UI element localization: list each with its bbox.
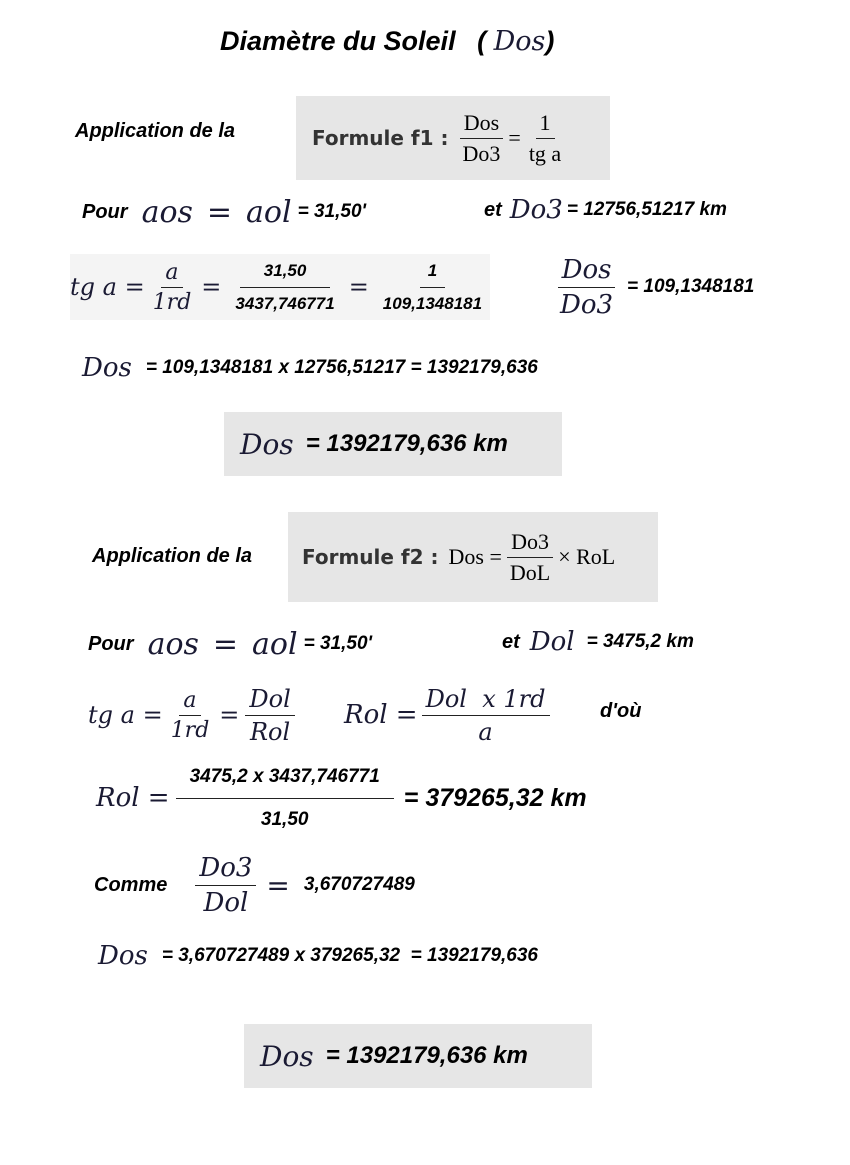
tg-label-2: tg a = bbox=[88, 701, 163, 729]
tg3-den: 109,1348181 bbox=[382, 293, 483, 313]
dos-symbol-2: Dos bbox=[98, 941, 148, 971]
rol-frac-den: a bbox=[478, 717, 493, 746]
dos-calc-line-2 bbox=[98, 936, 538, 976]
comme-value: 3,670727489 bbox=[303, 874, 415, 895]
formula-f1-label: Formule f1 : bbox=[312, 126, 449, 150]
rol-calc-line bbox=[96, 762, 587, 834]
tg1-eq1: = bbox=[201, 273, 222, 301]
comme-frac bbox=[195, 853, 256, 918]
eq-symbol-2: = bbox=[212, 626, 239, 662]
tg2-den: 3437,746771 bbox=[235, 293, 335, 313]
et-label-2: et bbox=[502, 630, 520, 653]
title-text: Diamètre du Soleil bbox=[220, 26, 456, 56]
ratio-num: Dos bbox=[558, 255, 616, 288]
tg2-frac-1 bbox=[167, 688, 214, 743]
f2-num: Do3 bbox=[507, 529, 553, 558]
dou-label: d'où bbox=[600, 700, 642, 722]
tg2-frac-2 bbox=[245, 685, 294, 746]
f2-lhs: Dos = bbox=[448, 544, 502, 569]
tg1-den: 1rd bbox=[152, 289, 192, 315]
page-title bbox=[220, 26, 554, 57]
dol-symbol: Dol bbox=[529, 627, 575, 657]
comme-label: Comme bbox=[94, 873, 168, 896]
comme-line bbox=[94, 850, 415, 920]
rol-frac-num: Dol x 1rd bbox=[422, 685, 550, 716]
tg-frac-3 bbox=[375, 261, 490, 314]
f1-num2: 1 bbox=[536, 110, 555, 139]
f2-den: DoL bbox=[509, 559, 551, 585]
rol-label-2: Rol = bbox=[96, 783, 170, 813]
tg1-num: a bbox=[161, 260, 182, 288]
et-dol-line bbox=[502, 622, 694, 662]
tg2-frac1-num: a bbox=[179, 688, 200, 716]
formula-f1-box bbox=[296, 96, 610, 180]
tg-frac-2 bbox=[227, 261, 342, 314]
tg3-num: 1 bbox=[420, 261, 445, 288]
do3-value: = 12756,51217 km bbox=[566, 199, 727, 220]
aol-symbol-2: aol bbox=[252, 626, 298, 662]
aos-symbol-2: aos bbox=[147, 626, 199, 662]
pour-label-2: Pour bbox=[88, 632, 134, 655]
rol-calc-num: 3475,2 x 3437,746771 bbox=[176, 766, 394, 799]
result-text-2: = 1392179,636 km bbox=[325, 1042, 528, 1069]
rol-frac bbox=[422, 685, 550, 746]
rol-calc-den: 31,50 bbox=[260, 808, 309, 830]
formula-f2-label: Formule f2 : bbox=[302, 545, 439, 569]
tg2-frac1-den: 1rd bbox=[170, 717, 210, 743]
tg-line-1 bbox=[70, 254, 490, 320]
application-label-1: Application de la bbox=[75, 120, 236, 142]
f2-times: × RoL bbox=[558, 544, 616, 569]
comme-eq: = bbox=[266, 868, 290, 902]
ratio-value: = 109,1348181 bbox=[627, 276, 755, 297]
dos-calc-line-1 bbox=[82, 348, 538, 388]
ratio-frac-1 bbox=[556, 255, 617, 320]
ratio-den: Do3 bbox=[560, 289, 614, 320]
angle-value-2: = 31,50' bbox=[303, 633, 373, 654]
result-symbol-2: Dos bbox=[260, 1039, 314, 1073]
result-box-1 bbox=[224, 412, 562, 476]
comme-den: Dol bbox=[203, 887, 249, 918]
eq-symbol-1: = bbox=[206, 194, 233, 230]
et-label-1: et bbox=[484, 198, 502, 221]
f1-den1: Do3 bbox=[462, 140, 501, 166]
pour-label-1: Pour bbox=[82, 200, 128, 223]
dos-symbol-1: Dos bbox=[82, 353, 132, 383]
f1-den2: tg a bbox=[528, 140, 562, 166]
ratio-dos-do3 bbox=[556, 252, 754, 322]
f1-num1: Dos bbox=[460, 110, 503, 139]
formula-f1-fraction-2 bbox=[525, 110, 565, 167]
result-box-2 bbox=[244, 1024, 592, 1088]
rol-result: = 379265,32 km bbox=[403, 783, 587, 812]
aos-symbol-1: aos bbox=[141, 194, 193, 230]
tg2-frac2-num: Dol bbox=[245, 685, 294, 716]
tg2-frac2-den: Rol bbox=[249, 717, 291, 746]
application-label-2: Application de la bbox=[92, 545, 253, 567]
formula-f2-box bbox=[288, 512, 658, 602]
dol-value: = 3475,2 km bbox=[586, 631, 694, 652]
et-do3-line bbox=[484, 190, 727, 230]
formula-f2-fraction bbox=[506, 529, 554, 586]
title-symbol: Dos bbox=[493, 26, 546, 57]
rol-calc-frac bbox=[176, 766, 394, 831]
tg2-num: 31,50 bbox=[240, 261, 331, 288]
tg-label-1: tg a = bbox=[70, 273, 145, 301]
pour-line-2 bbox=[88, 624, 372, 664]
aol-symbol-1: aol bbox=[246, 194, 292, 230]
title-paren-close: ) bbox=[545, 26, 555, 56]
pour-line-1 bbox=[82, 192, 366, 232]
dos-calc-text-2: = 3,670727489 x 379265,32 = 1392179,636 bbox=[161, 945, 538, 966]
result-text-1: = 1392179,636 km bbox=[305, 430, 508, 457]
angle-value-1: = 31,50' bbox=[297, 201, 367, 222]
do3-symbol: Do3 bbox=[509, 195, 563, 225]
comme-num: Do3 bbox=[195, 853, 256, 886]
rol-definition bbox=[344, 680, 550, 750]
result-symbol-1: Dos bbox=[240, 427, 294, 461]
f1-eq: = bbox=[508, 125, 521, 150]
tg-frac-1 bbox=[149, 260, 196, 315]
title-paren-open: ( bbox=[477, 26, 487, 56]
dos-calc-text-1: = 109,1348181 x 12756,51217 = 1392179,636 bbox=[145, 357, 538, 378]
tg-line-2 bbox=[88, 680, 295, 750]
tg2-eq1: = bbox=[219, 701, 240, 729]
tg1-eq2: = bbox=[348, 273, 369, 301]
formula-f1-fraction-1 bbox=[459, 110, 505, 167]
rol-label-1: Rol = bbox=[344, 700, 418, 730]
